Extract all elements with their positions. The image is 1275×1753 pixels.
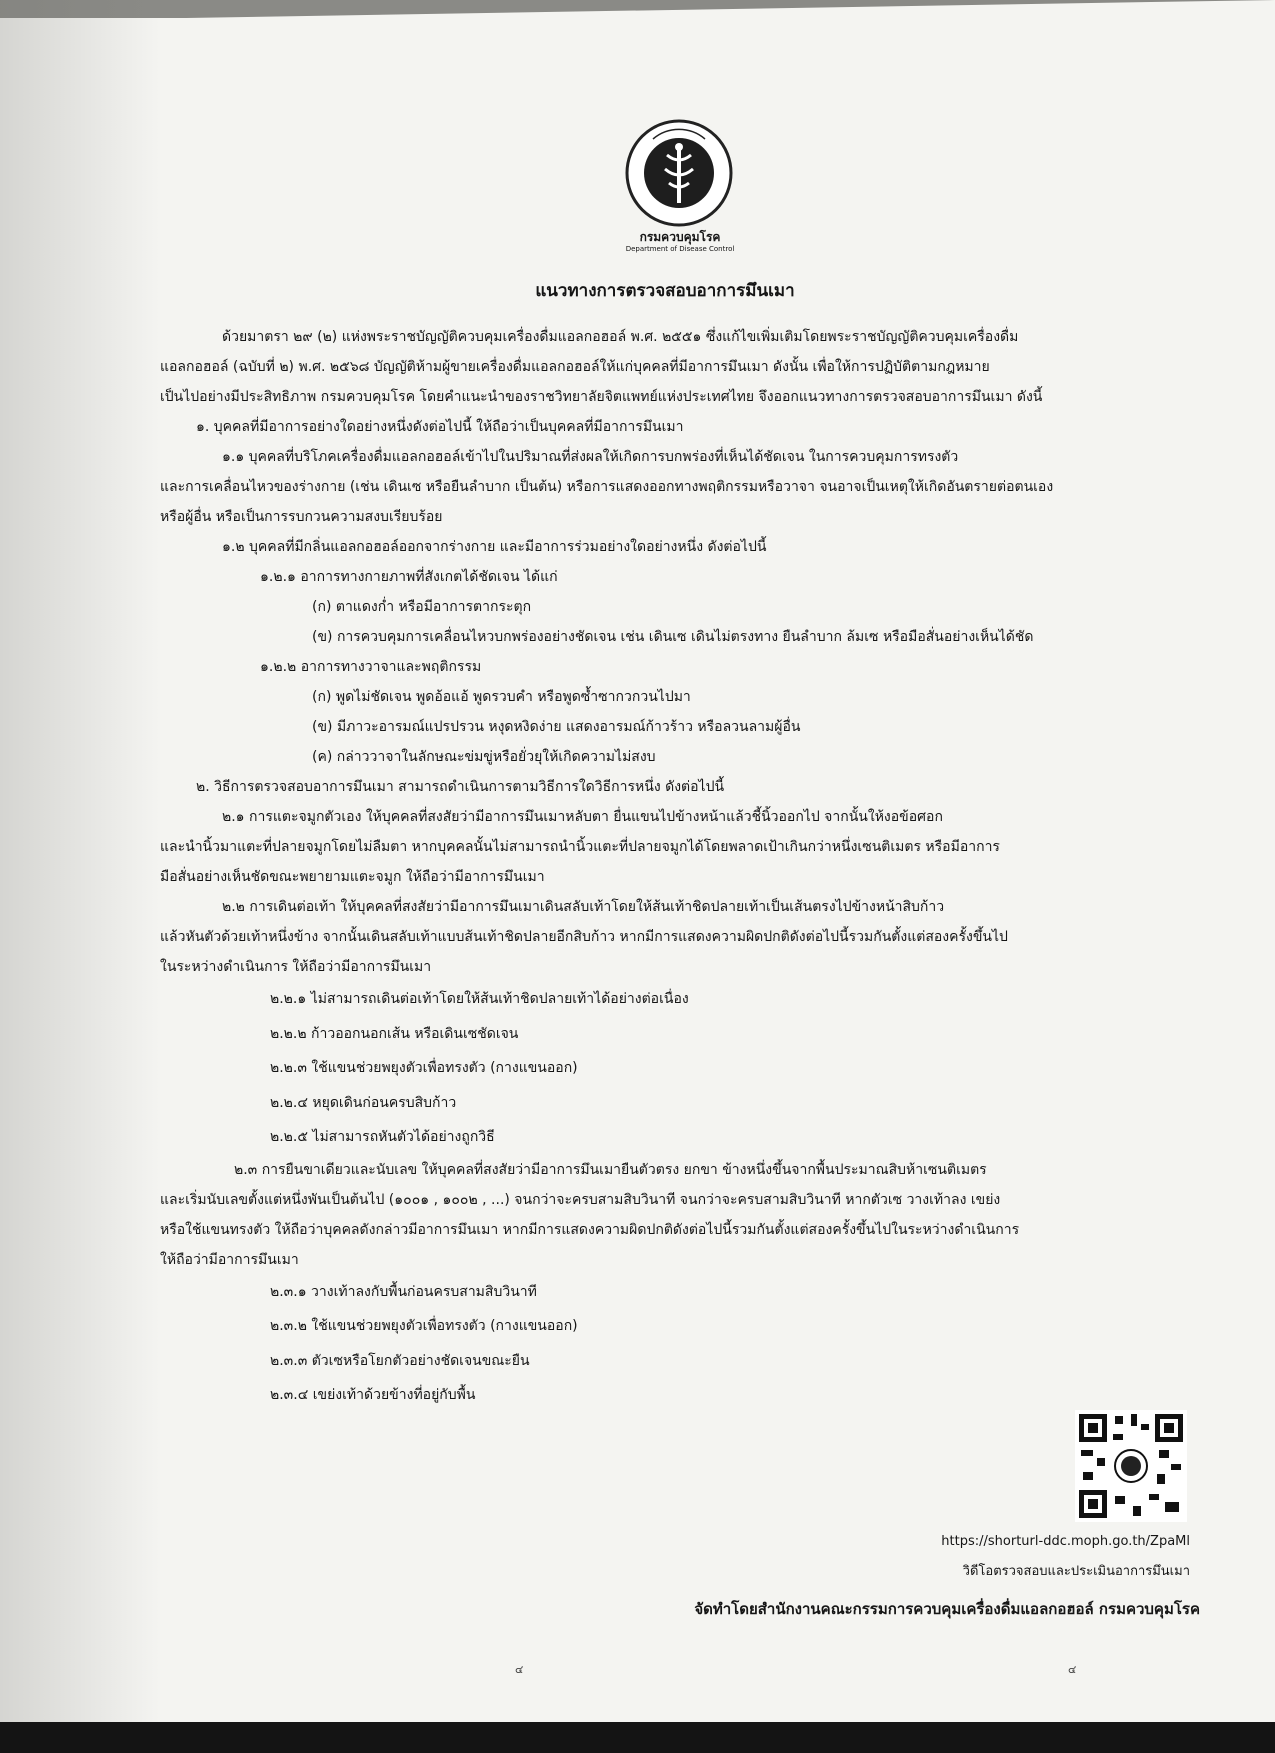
- list-item: (ก) พูดไม่ชัดเจน พูดอ้อแอ้ พูดรวบคำ หรือพูดซ้ำซากวกวนไปมา: [312, 689, 691, 705]
- qr-url-link[interactable]: https://shorturl-ddc.moph.go.th/ZpaMl: [941, 1534, 1190, 1549]
- intro-line: แอลกอฮอล์ (ฉบับที่ ๒) พ.ศ. ๒๕๖๘ บัญญัติห้ามผู้ขายเครื่องดื่มแอลกอฮอล์ให้แก่บุคคลที่มีอาการมึนเมา ดังนั้น เพื่อให้การปฏิบัติตามกฎหมาย: [160, 359, 990, 375]
- section-2-1-line: และนำนิ้วมาแตะที่ปลายจมูกโดยไม่ลืมตา หากบุคคลนั้นไม่สามารถนำนิ้วแตะที่ปลายจมูกได้โดยพลาดเป้าเกินกว่าหนึ่งเซนติเมตร หรือมีอาการ: [160, 839, 1000, 855]
- page-mark: ๔: [515, 1663, 524, 1676]
- section-1-1-line: และการเคลื่อนไหวของร่างกาย (เช่น เดินเซ หรือยืนลำบาก เป็นต้น) หรือการแสดงออกทางพฤติกรรมหรือวาจา จนอาจเป็นเหตุให้เกิดอันตรายต่อตนเอง: [160, 479, 1054, 495]
- list-item: ๒.๓.๒ ใช้แขนช่วยพยุงตัวเพื่อทรงตัว (กางแขนออก): [270, 1318, 578, 1334]
- page-mark: ๔: [1068, 1663, 1077, 1676]
- section-2-2-line: แล้วหันตัวด้วยเท้าหนึ่งข้าง จากนั้นเดินสลับเท้าแบบส้นเท้าชิดปลายอีกสิบก้าว หากมีการแสดงความผิดปกติดังต่อไปนี้รวมกันตั้งแต่สองครั้งขึ้นไป: [160, 929, 1008, 945]
- document-title: แนวทางการตรวจสอบอาการมึนเมา: [535, 281, 795, 301]
- list-item: ๒.๓.๔ เขย่งเท้าด้วยข้างที่อยู่กับพื้น: [270, 1387, 476, 1403]
- list-item: ๒.๓.๓ ตัวเซหรือโยกตัวอย่างชัดเจนขณะยืน: [270, 1352, 530, 1369]
- section-2-3-line: ๒.๓ การยืนขาเดียวและนับเลข ให้บุคคลที่สงสัยว่ามีอาการมึนเมายืนตัวตรง ยกขา ข้างหนึ่งขึ้นจากพื้นประมาณสิบห้าเซนติเมตร: [234, 1161, 987, 1178]
- section-1-2-1-heading: ๑.๒.๑ อาการทางกายภาพที่สังเกตได้ชัดเจน ได้แก่: [260, 569, 558, 585]
- section-2-heading: ๒. วิธีการตรวจสอบอาการมึนเมา สามารถดำเนินการตามวิธีการใดวิธีการหนึ่ง ดังต่อไปนี้: [196, 779, 725, 795]
- section-2-3-line: และเริ่มนับเลขตั้งแต่หนึ่งพันเป็นต้นไป (๑๐๐๑ , ๑๐๐๒ , ...) จนกว่าจะครบสามสิบวินาที จนกว่าจะครบสามสิบวินาที หากตัวเซ วางเท้าลง เขย่ง: [160, 1191, 1001, 1208]
- footer-credit: จัดทำโดยสำนักงานคณะกรรมการควบคุมเครื่องดื่มแอลกอฮอล์ กรมควบคุมโรค: [694, 1600, 1200, 1618]
- list-item: ๒.๒.๕ ไม่สามารถหันตัวได้อย่างถูกวิธี: [270, 1129, 495, 1145]
- section-1-heading: ๑. บุคคลที่มีอาการอย่างใดอย่างหนึ่งดังต่อไปนี้ ให้ถือว่าเป็นบุคคลที่มีอาการมึนเมา: [196, 419, 684, 435]
- section-1-2-2-heading: ๑.๒.๒ อาการทางวาจาและพฤติกรรม: [260, 659, 482, 675]
- list-item: (ค) กล่าววาจาในลักษณะข่มขู่หรือยั่วยุให้เกิดความไม่สงบ: [312, 749, 656, 765]
- page-shadow: [0, 0, 160, 1735]
- scan-edge: [0, 1722, 1275, 1753]
- list-item: ๒.๒.๒ ก้าวออกนอกเส้น หรือเดินเซชัดเจน: [270, 1025, 519, 1042]
- qr-caption: วิดีโอตรวจสอบและประเมินอาการมึนเมา: [962, 1564, 1190, 1579]
- intro-line: ด้วยมาตรา ๒๙ (๒) แห่งพระราชบัญญัติควบคุมเครื่องดื่มแอลกอฮอล์ พ.ศ. ๒๕๕๑ ซึ่งแก้ไขเพิ่มเติมโดยพระราชบัญญัติควบคุมเครื่องดื่ม: [222, 329, 1019, 345]
- section-1-1-line: ๑.๑ บุคคลที่บริโภคเครื่องดื่มแอลกอฮอล์เข้าไปในปริมาณที่ส่งผลให้เกิดการบกพร่องที่เห็นได้ชัดเจน ในการควบคุมการทรงตัว: [222, 449, 959, 465]
- org-name-en: Department of Disease Control: [625, 245, 735, 253]
- ministry-seal-logo: [623, 117, 735, 229]
- list-item: (ข) การควบคุมการเคลื่อนไหวบกพร่องอย่างชัดเจน เช่น เดินเซ เดินไม่ตรงทาง ยืนลำบาก ล้มเซ หรือมือสั่นอย่างเห็นได้ชัด: [312, 629, 1034, 645]
- section-2-1-line: มือสั่นอย่างเห็นชัดขณะพยายามแตะจมูก ให้ถือว่ามีอาการมึนเมา: [160, 869, 545, 885]
- org-name: กรมควบคุมโรค: [639, 230, 721, 244]
- list-item: ๒.๓.๑ วางเท้าลงกับพื้นก่อนครบสามสิบวินาที: [270, 1283, 537, 1300]
- list-item: ๒.๒.๔ หยุดเดินก่อนครบสิบก้าว: [270, 1094, 457, 1111]
- section-2-2-line: ๒.๒ การเดินต่อเท้า ให้บุคคลที่สงสัยว่ามีอาการมึนเมาเดินสลับเท้าโดยให้ส้นเท้าชิดปลายเท้าเป็นเส้นตรงไปข้างหน้าสิบก้าว: [222, 899, 945, 915]
- qr-code[interactable]: [1075, 1410, 1187, 1522]
- section-2-3-line: ให้ถือว่ามีอาการมึนเมา: [160, 1251, 299, 1268]
- section-2-3-line: หรือใช้แขนทรงตัว ให้ถือว่าบุคคลดังกล่าวมีอาการมึนเมา หากมีการแสดงความผิดปกติดังต่อไปนี้รวมกันตั้งแต่สองครั้งขึ้นไปในระหว่างดำเนินการ: [160, 1221, 1020, 1238]
- section-2-1-line: ๒.๑ การแตะจมูกตัวเอง ให้บุคคลที่สงสัยว่ามีอาการมึนเมาหลับตา ยื่นแขนไปข้างหน้าแล้วชี้นิ้วออกไป จากนั้นให้งอข้อศอก: [222, 809, 943, 825]
- list-item: ๒.๒.๑ ไม่สามารถเดินต่อเท้าโดยให้ส้นเท้าชิดปลายเท้าได้อย่างต่อเนื่อง: [270, 991, 689, 1007]
- list-item: (ข) มีภาวะอารมณ์แปรปรวน หงุดหงิดง่าย แสดงอารมณ์ก้าวร้าว หรือลวนลามผู้อื่น: [312, 719, 801, 735]
- section-1-1-line: หรือผู้อื่น หรือเป็นการรบกวนความสงบเรียบร้อย: [160, 509, 443, 525]
- document-body: [160, 322, 1180, 1413]
- intro-line: เป็นไปอย่างมีประสิทธิภาพ กรมควบคุมโรค โดยคำแนะนำของราชวิทยาลัยจิตแพทย์แห่งประเทศไทย จึงออกแนวทางการตรวจสอบอาการมึนเมา ดังนี้: [160, 389, 1043, 405]
- list-item: (ก) ตาแดงก่ำ หรือมีอาการตากระตุก: [312, 599, 532, 615]
- section-1-2-heading: ๑.๒ บุคคลที่มีกลิ่นแอลกอฮอล์ออกจากร่างกาย และมีอาการร่วมอย่างใดอย่างหนึ่ง ดังต่อไปนี้: [222, 539, 767, 555]
- list-item: ๒.๒.๓ ใช้แขนช่วยพยุงตัวเพื่อทรงตัว (กางแขนออก): [270, 1060, 578, 1076]
- section-2-2-line: ในระหว่างดำเนินการ ให้ถือว่ามีอาการมึนเมา: [160, 959, 432, 975]
